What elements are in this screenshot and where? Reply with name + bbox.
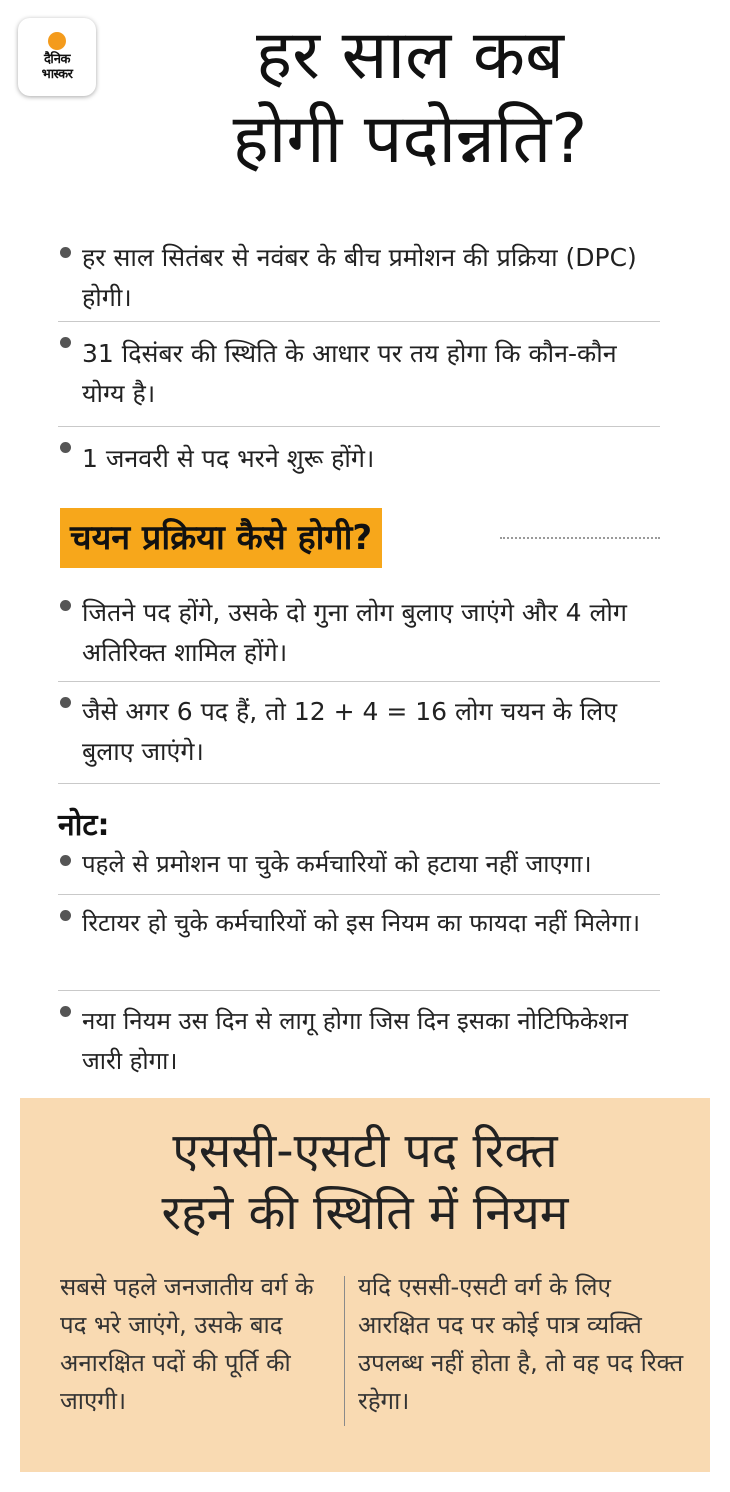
- rules-box-left-text: सबसे पहले जनजातीय वर्ग के पद भरे जाएंगे, उसके बाद अनारक्षित पदों की पूर्ति की जाएगी।: [60, 1273, 314, 1415]
- bullet-icon: [60, 247, 71, 258]
- page-title-line-1: हर साल कब: [256, 16, 564, 95]
- rules-box-right-text: यदि एससी-एसटी वर्ग के लिए आरक्षित पद पर कोई पात्र व्यक्ति उपलब्ध नहीं होता है, तो वह पद रिक्त रहेगा।: [358, 1273, 684, 1415]
- sun-icon: [48, 32, 66, 50]
- list-item-text: 1 जनवरी से पद भरने शुरू होंगे।: [82, 444, 375, 473]
- rules-box-title: [20, 1120, 710, 1244]
- bullet-icon: [60, 337, 71, 348]
- list-item: [58, 840, 660, 895]
- list-item: [58, 991, 660, 1083]
- bullet-icon: [60, 442, 71, 453]
- logo-line-2: भास्कर: [41, 67, 73, 82]
- list-item-text: पहले से प्रमोशन पा चुके कर्मचारियों को हटाया नहीं जाएगा।: [82, 850, 592, 878]
- list-item: [58, 585, 660, 682]
- list-item-text: नया नियम उस दिन से लागू होगा जिस दिन इसका नोटिफिकेशन जारी होगा।: [82, 1007, 628, 1075]
- list-item: [58, 322, 660, 427]
- note-list: [58, 840, 660, 1083]
- bullet-icon: [60, 1006, 71, 1017]
- logo-line-1: दैनिक: [44, 52, 70, 67]
- bullet-icon: [60, 855, 71, 866]
- list-item-text: 31 दिसंबर की स्थिति के आधार पर तय होगा कि कौन-कौन योग्य है।: [82, 339, 617, 408]
- rules-box-title-line-1: एससी-एसटी पद रिक्त: [172, 1123, 558, 1179]
- list-item: [58, 895, 660, 991]
- bullet-icon: [60, 697, 71, 708]
- list-item-text: जैसे अगर 6 पद हैं, तो 12 + 4 = 16 लोग चयन के लिए बुलाए जाएंगे।: [82, 697, 618, 766]
- list-item: [58, 232, 660, 322]
- selection-list: [58, 585, 660, 784]
- dotted-divider: [500, 537, 660, 539]
- dainik-bhaskar-logo: [18, 18, 96, 96]
- bullet-icon: [60, 910, 71, 921]
- bullet-icon: [60, 600, 71, 611]
- selection-heading: चयन प्रक्रिया कैसे होगी?: [60, 508, 382, 568]
- list-item-text: हर साल सितंबर से नवंबर के बीच प्रमोशन की प्रक्रिया (DPC) होगी।: [82, 243, 637, 312]
- list-item: [58, 682, 660, 784]
- rules-box-title-line-2: रहने की स्थिति में नियम: [161, 1185, 569, 1241]
- page-title-line-2: होगी पदोन्नति?: [232, 100, 588, 179]
- list-item: [58, 427, 660, 477]
- column-divider: [344, 1276, 345, 1426]
- schedule-list: [58, 232, 660, 477]
- page-title: [110, 14, 710, 182]
- note-heading: नोट:: [58, 808, 110, 843]
- list-item-text: रिटायर हो चुके कर्मचारियों को इस नियम का फायदा नहीं मिलेगा।: [82, 909, 641, 937]
- list-item-text: जितने पद होंगे, उसके दो गुना लोग बुलाए जाएंगे और 4 लोग अतिरिक्त शामिल होंगे।: [82, 598, 627, 667]
